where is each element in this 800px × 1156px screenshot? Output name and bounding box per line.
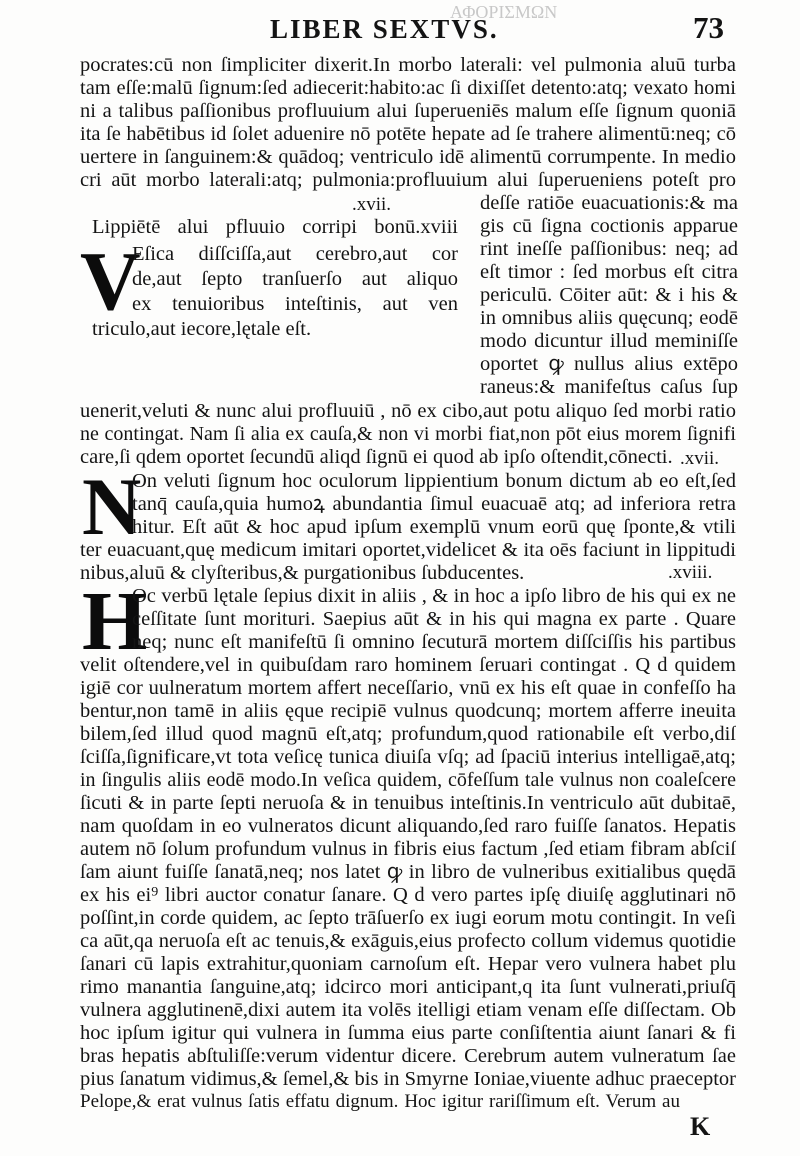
text-line: bilem,ſed illud quod magnū eſt,atq; profundum,quod rationabile eſt verbo,diſ	[80, 723, 736, 745]
text-line: care,ſi qdem oportet ſecundū aliqd ſignū ei quod ab ipſo oſtendit,cōnecti.	[80, 446, 673, 468]
text-line: velit oſtendere,vel in quibuſdam raro hominem ſeruari contingat . Q d quidem	[80, 654, 736, 676]
text-line: nam quoſdam in eo vulneratos dicunt aliquando,ſed raro fuiſſe ſanatos. Hepatis	[80, 815, 736, 837]
text-line: On veluti ſignum hoc oculorum lippientium bonum dictum ab eo eſt,ſed	[132, 470, 736, 492]
commentary-line: modo dicuntur illud meminiſſe	[480, 330, 738, 352]
commentary-line: in omnibus aliis quęcunq; eodē	[480, 307, 738, 329]
commentary-line: deſſe ratiōe euacuationis:& ma	[480, 192, 738, 214]
aphorism-line: Eſica diſſciſſa,aut cerebro,aut cor	[132, 243, 458, 265]
text-line: tam eſſe:malū ſignum:ſed adiecerit:habito:ac ſi dixiſſet detento:atq; vexato homi	[80, 77, 736, 99]
drop-cap-h: H	[82, 575, 148, 668]
text-line: poſſint,in corde quidem, ac ſepto trāſuerſo ex iugi eorum motu contingit. In veſi	[80, 907, 736, 929]
text-line: neq; nunc eſt manifeſtū ſi omnino ſecuturā mortem diſſciſſis his partibus	[132, 631, 736, 653]
commentary-line: oportet ꝙ nullus alius extēpo	[480, 353, 738, 375]
text-line: cri aūt morbo laterali:atq; pulmonia:profluuium alui ſuperueniens poteſt pro	[80, 169, 736, 191]
text-line: ter euacuant,quę medicum imitari oportet,videlicet & ita oēs faciunt in lippitudi	[80, 539, 736, 561]
text-line: in ſingulis aliis eodē modo.In veſica quidem, cōfeſſum tale vulnus non coaleſcere	[80, 769, 736, 791]
text-line: ita ſe habētibus id ſolet aduenire nō potēte hepate ad ſe trahere alimentū:neq; cō	[80, 123, 736, 145]
text-line: ſicuti & in parte ſepti neruoſa & in tenuibus inteſtinis.In ventriculo aūt dubitaē,	[80, 792, 736, 814]
commentary-line: raneus:& manifeſtus caſus ſup	[480, 376, 738, 398]
bleed-through-text: ΑΦΟΡΙΣΜΩΝ	[450, 2, 558, 22]
page-number: 73	[693, 10, 724, 45]
text-line: autem nō ſolum profundum vulnus in fibris eius factum ,ſed etiam fibram abſciſ	[80, 838, 736, 860]
text-line: Pelope,& erat vulnus ſatis effatu dignum. Hoc igitur rariſſimum eſt. Verum au	[80, 1091, 680, 1112]
text-line: Oc verbū lętale ſepius dixit in aliis , & in hoc a ipſo libro de his qui ex ne	[132, 585, 736, 607]
text-line: pocrates:cū non ſimpliciter dixerit.In morbo laterali: vel pulmonia aluū turba	[80, 54, 736, 76]
text-line: ſciſſa,ſignificare,vt tota veſicę tunica diuiſa vſq; ad ſpaciū interius intelligaē,atq;	[80, 746, 736, 768]
text-line: ni a talibus paſſionibus profluuium alui ſuperueniēs malum eſſe ſignum quoniā	[80, 100, 736, 122]
text-line: bras hepatis abſtuliſſe:verum videntur dicere. Cerebrum autem vulneratum ſae	[80, 1045, 736, 1067]
text-line: ceſſitate ſunt morituri. Saepius aūt & in his qui magna ex parte . Quare	[132, 608, 736, 630]
commentary-line: gis cū ſigna coctionis apparue	[480, 215, 738, 237]
drop-cap-n: N	[82, 461, 142, 552]
text-line: uertere in ſanguinem:& quādoq; ventriculo idē alimentū corrumpente. In medio	[80, 146, 736, 168]
text-line: igiē cor uulneratum mortem affert neceſſario, vnū ex his eſt quae in confeſſo ha	[80, 677, 736, 699]
text-line: vulnera agglutinenē,dixi autem ita volēs itelligi etiam venam eſſe diſſectam. Ob	[80, 999, 736, 1021]
text-line: hitur. Eſt aūt & hoc apud ipſum exemplū vnum eorū quę ſponte,& vtili	[132, 516, 736, 538]
text-line: rimo manantia ſanguine,atq; idcirco mori anticipant,q ita ſunt vulnerati,priuſq̄	[80, 976, 736, 998]
drop-cap-v: V	[80, 235, 141, 328]
signature-mark: K	[690, 1112, 711, 1141]
commentary-line: eſt timor : ſed morbus eſt citra	[480, 261, 738, 283]
text-line: ca aūt,qa neruoſa eſt ac tenuis,& exāguis,eius profecto collum videmus quotidie	[80, 930, 736, 952]
text-line: ſam aiunt fuiſſe ſanatā,neq; nos latet ꝙ in libro de vulneribus exitialibus quędā	[80, 861, 736, 883]
text-line: ne contingat. Nam ſi alia ex cauſa,& non vi morbi fiat,non pōt eius morem ſignifi	[80, 423, 736, 445]
text-line: pius ſanatum vidimus,& ſemel,& bis in Smyrne Ioniae,viuente adhuc praeceptor	[80, 1068, 736, 1090]
commentary-line: periculū. Cōiter aūt: & i his &	[480, 284, 738, 306]
commentary-line: rint ineſſe paſſionibus: neq; ad	[480, 238, 738, 260]
text-line: tanq̄ cauſa,quia humoꝝ abundantia ſimul euacuaē atq; ad inferiora retra	[132, 493, 736, 515]
section-mark: .xvii.	[352, 194, 392, 215]
section-mark: .xvii.	[680, 448, 720, 469]
aphorism-line: triculo,aut iecore,lętale eſt.	[92, 318, 312, 340]
aphorism-line: ex tenuioribus inteſtinis, aut ven	[132, 293, 458, 315]
running-header: LIBER SEXTVS.	[270, 14, 499, 44]
aphorism-line: de,aut ſepto tranſuerſo aut aliquo	[132, 268, 458, 290]
text-line: hoc ipſum igitur qui vulnera in ſumma eius parte conſiſtentia aiunt ſanari & fi	[80, 1022, 736, 1044]
text-line: ſanari cū lapis extrahitur,quoniam carnoſum eſt. Hepar vero vulnera habet plu	[80, 953, 736, 975]
aphorism-heading: Lippiētē alui pfluuio corripi bonū.xviii	[92, 216, 458, 238]
text-line: uenerit,veluti & nunc alui profluuiū , nō ex cibo,aut potu aliquo ſed morbi ratio	[80, 400, 736, 422]
text-line: nibus,aluū & clyſteribus,& purgationibus ſubducentes.	[80, 562, 525, 584]
text-line: ex his ei⁹ libri auctor conatur ſanare. Q d vero partes ipſę diuiſę agglutinari nō	[80, 884, 736, 906]
section-mark: .xviii.	[668, 562, 713, 583]
text-line: bentur,non tamē in aliis ęque recipiē vulnus quodcunq; mortem afferre ineuita	[80, 700, 736, 722]
